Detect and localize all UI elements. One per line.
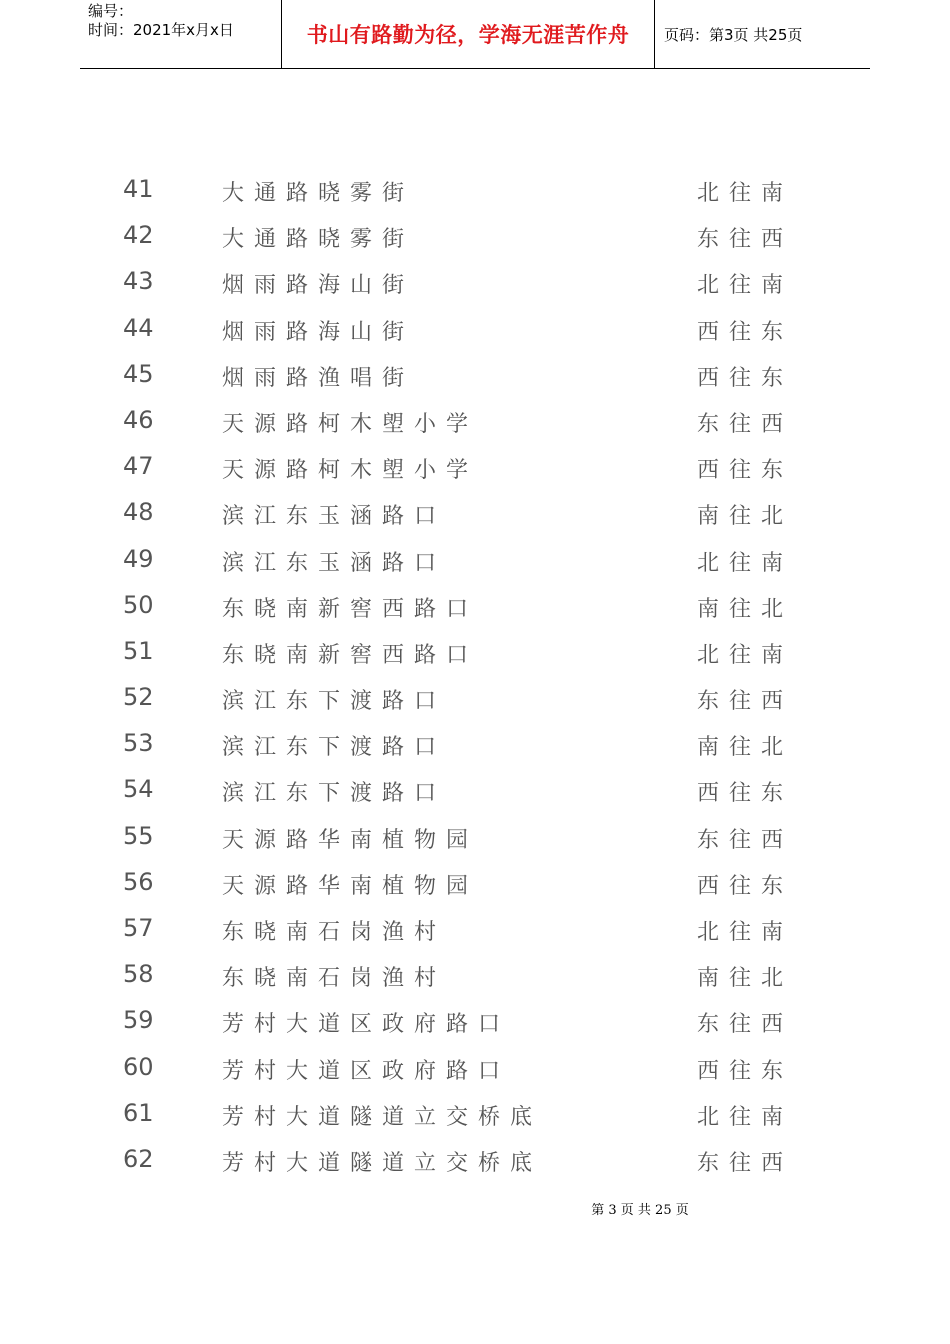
- list-item: [0, 1140, 950, 1186]
- row-location: 芳村大道区政府路口: [222, 1012, 511, 1038]
- list-item: [0, 1001, 950, 1047]
- list-item: [0, 955, 950, 1001]
- row-direction: 北往南: [697, 920, 794, 945]
- list-item: [0, 540, 950, 586]
- row-direction: 西往东: [697, 319, 794, 345]
- row-number: 43: [123, 267, 154, 296]
- row-location: 烟雨路渔唱街: [222, 365, 415, 391]
- row-location: 芳村大道隧道立交桥底: [222, 1104, 543, 1130]
- row-location: 烟雨路海山街: [222, 319, 415, 345]
- list-item: [0, 632, 950, 678]
- row-number: 50: [123, 590, 154, 619]
- row-location: 滨江东玉涵路口: [222, 504, 447, 530]
- row-location: 天源路华南植物园: [222, 827, 479, 853]
- list-item: [0, 216, 950, 262]
- row-direction: 北往南: [697, 273, 794, 299]
- row-direction: 北往南: [697, 550, 794, 576]
- row-number: 49: [123, 544, 154, 573]
- row-location: 烟雨路海山街: [222, 273, 415, 299]
- header-meta: [88, 2, 288, 40]
- row-direction: 南往北: [697, 504, 794, 530]
- row-direction: 西往东: [697, 781, 794, 807]
- row-number: 45: [123, 359, 154, 388]
- row-direction: 南往北: [697, 596, 794, 622]
- row-number: 52: [123, 683, 154, 712]
- row-number: 51: [123, 636, 154, 665]
- page-header: [80, 0, 870, 69]
- row-direction: 西往东: [697, 1058, 794, 1084]
- list-item: [0, 170, 950, 216]
- row-location: 滨江东下渡路口: [222, 689, 447, 715]
- row-number: 46: [123, 405, 154, 434]
- list-item: [0, 262, 950, 308]
- row-number: 59: [123, 1006, 154, 1035]
- row-number: 44: [123, 313, 154, 342]
- list-item: [0, 355, 950, 401]
- list-item: [0, 401, 950, 447]
- list-item: [0, 863, 950, 909]
- row-direction: 北往南: [697, 642, 794, 668]
- row-number: 48: [123, 498, 154, 527]
- row-number: 54: [123, 775, 154, 804]
- list-item: [0, 909, 950, 955]
- row-location: 滨江东下渡路口: [222, 781, 447, 807]
- row-location: 大通路晓雾街: [222, 227, 415, 253]
- row-number: 53: [123, 729, 154, 758]
- row-direction: 西往东: [697, 365, 794, 391]
- list-item: [0, 1048, 950, 1094]
- row-location: 滨江东玉涵路口: [222, 550, 447, 576]
- row-direction: 南往北: [697, 735, 794, 761]
- header-divider: [654, 0, 655, 68]
- row-number: 42: [123, 221, 154, 250]
- row-location: 东晓南新窖西路口: [222, 642, 479, 668]
- row-location: 天源路柯木塱小学: [222, 411, 479, 437]
- list-item: [0, 493, 950, 539]
- header-motto: 书山有路勤为径，学海无涯苦作舟: [306, 23, 630, 47]
- header-time-label: 时间：2021年x月x日: [88, 21, 234, 39]
- row-number: 55: [123, 821, 154, 850]
- row-direction: 北往南: [697, 1104, 794, 1130]
- row-location: 东晓南石岗渔村: [222, 966, 447, 992]
- page-footer: 第 3 页 共 25 页: [591, 1203, 689, 1218]
- row-location: 芳村大道区政府路口: [222, 1058, 511, 1084]
- row-direction: 西往东: [697, 873, 794, 899]
- row-direction: 南往北: [697, 966, 794, 992]
- row-number: 57: [123, 914, 154, 942]
- list-item: [0, 447, 950, 493]
- row-number: 56: [123, 867, 154, 896]
- row-number: 47: [123, 452, 154, 481]
- list-item: [0, 678, 950, 724]
- row-direction: 东往西: [697, 689, 794, 715]
- row-location: 滨江东下渡路口: [222, 735, 447, 761]
- row-location: 东晓南石岗渔村: [222, 920, 447, 945]
- row-direction: 东往西: [697, 827, 794, 853]
- location-list: [0, 170, 950, 1186]
- row-location: 天源路华南植物园: [222, 873, 479, 899]
- row-direction: 东往西: [697, 411, 794, 437]
- row-number: 41: [123, 175, 154, 203]
- row-direction: 东往西: [697, 227, 794, 253]
- row-number: 60: [123, 1052, 154, 1081]
- row-direction: 西往东: [697, 458, 794, 484]
- header-number-label: 编号：: [88, 2, 134, 20]
- row-location: 大通路晓雾街: [222, 181, 415, 206]
- row-number: 58: [123, 960, 154, 989]
- row-location: 芳村大道隧道立交桥底: [222, 1150, 543, 1176]
- list-item: [0, 309, 950, 355]
- list-item: [0, 770, 950, 816]
- row-number: 61: [123, 1098, 154, 1127]
- row-direction: 北往南: [697, 181, 794, 206]
- row-location: 天源路柯木塱小学: [222, 458, 479, 484]
- list-item: [0, 724, 950, 770]
- list-item: [0, 817, 950, 863]
- row-direction: 东往西: [697, 1150, 794, 1176]
- row-number: 62: [123, 1144, 154, 1173]
- header-page-label: 页码：第3页 共25页: [664, 25, 803, 44]
- list-item: [0, 1094, 950, 1140]
- list-item: [0, 586, 950, 632]
- row-direction: 东往西: [697, 1012, 794, 1038]
- row-location: 东晓南新窖西路口: [222, 596, 479, 622]
